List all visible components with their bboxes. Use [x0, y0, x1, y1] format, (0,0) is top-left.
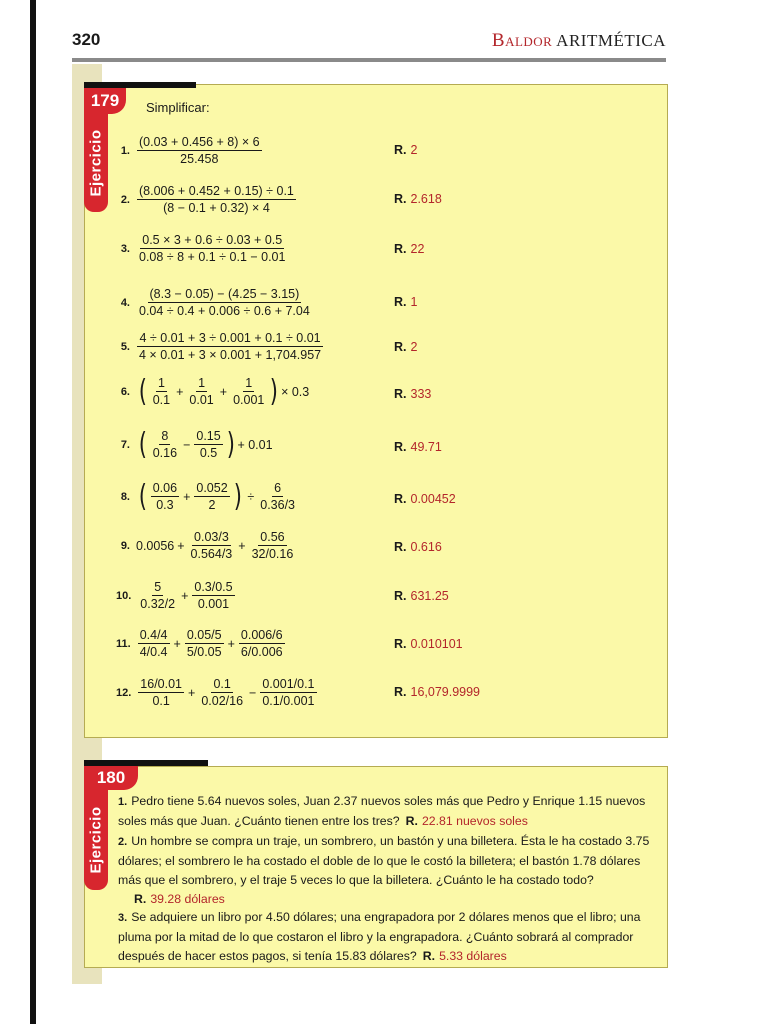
operator: ÷ [247, 489, 255, 504]
problem-7 [116, 426, 273, 462]
running-head [492, 30, 666, 52]
numerator: (8.006 + 0.452 + 0.15) ÷ 0.1 [139, 184, 294, 198]
fraction [185, 628, 224, 659]
numerator: 0.001/0.1 [262, 677, 315, 691]
header-rule [72, 58, 666, 62]
denominator: 0.564/3 [190, 547, 233, 561]
word-problem-2 [118, 832, 660, 909]
exercise-prompt: Simplificar: [146, 100, 210, 115]
operator: + [176, 384, 184, 399]
answer-value: 39.28 dólares [150, 892, 225, 906]
denominator: 5/0.05 [186, 645, 222, 659]
problem-4 [116, 287, 313, 318]
numerator: (8.3 − 0.05) − (4.25 − 3.15) [149, 287, 300, 301]
answer-label: R. [405, 814, 418, 828]
expression-lead: 0.0056 [136, 538, 175, 553]
denominator: 0.36/3 [260, 498, 296, 512]
answer-label: R. [394, 492, 407, 506]
denominator: 0.08 ÷ 8 + 0.1 ÷ 0.1 − 0.01 [139, 250, 286, 264]
operator: − [249, 685, 257, 700]
expression-tail: × 0.3 [281, 384, 310, 399]
answer-label: R. [394, 143, 407, 157]
scan-edge [30, 0, 36, 1024]
numerator: 0.052 [196, 481, 228, 495]
problem-2 [116, 184, 297, 215]
operator: + [188, 685, 196, 700]
answer-5 [394, 340, 417, 354]
numerator: 0.15 [196, 429, 221, 443]
numerator: 0.56 [260, 530, 285, 544]
fraction [151, 481, 179, 512]
answer-value: 333 [410, 387, 432, 401]
left-paren: ( [138, 426, 147, 462]
problem-number: 11. [116, 637, 131, 650]
ejercicio-label: Ejercicio [87, 806, 105, 874]
problem-1 [116, 135, 263, 166]
denominator: 0.1/0.001 [262, 694, 315, 708]
answer-label: R. [394, 540, 407, 554]
denominator: 0.32/2 [140, 597, 176, 611]
fraction [192, 580, 234, 611]
answer-label: R. [134, 892, 147, 906]
answer-1 [394, 143, 417, 157]
denominator: 6/0.006 [240, 645, 283, 659]
fraction [138, 580, 177, 611]
fraction [137, 331, 323, 362]
answer-9 [394, 540, 442, 554]
numerator: 0.5 × 3 + 0.6 ÷ 0.03 + 0.5 [142, 233, 283, 247]
answer-7 [394, 440, 442, 454]
ejercicio-tab [84, 114, 108, 212]
numerator: 0.1 [213, 677, 231, 691]
fraction [194, 481, 229, 512]
answer-value: 631.25 [410, 589, 449, 603]
fraction [151, 376, 172, 407]
answer-value: 0.00452 [410, 492, 456, 506]
denominator: 4/0.4 [139, 645, 168, 659]
problem-number: 2. [118, 836, 128, 848]
answer-label: R. [394, 387, 407, 401]
numerator: 0.06 [152, 481, 178, 495]
left-paren: ( [138, 373, 147, 409]
problem-12 [116, 677, 318, 708]
answer-value: 0.616 [410, 540, 442, 554]
answer-label: R. [394, 589, 407, 603]
denominator: 0.01 [189, 393, 214, 407]
problem-number: 1. [120, 144, 130, 157]
fraction [137, 184, 296, 215]
numerator: 5 [154, 580, 162, 594]
problem-number: 4. [120, 296, 130, 309]
numerator: 0.4/4 [139, 628, 168, 642]
numerator: 16/0.01 [140, 677, 183, 691]
answer-label: R. [394, 192, 407, 206]
fraction [137, 233, 287, 264]
problem-number: 12. [116, 686, 132, 699]
answer-value: 0.010101 [410, 637, 463, 651]
operator: + [227, 636, 235, 651]
answer-4 [394, 295, 417, 309]
fraction [138, 628, 170, 659]
fraction [138, 677, 184, 708]
fraction [194, 429, 222, 460]
fraction [137, 135, 262, 166]
operator: + [173, 636, 181, 651]
operator: + [177, 538, 185, 553]
operator: + [181, 588, 189, 603]
exercise-number-badge: 179 [84, 88, 126, 114]
fraction [151, 429, 179, 460]
fraction [199, 677, 245, 708]
book-title: ARITMÉTICA [556, 31, 666, 50]
problem-3 [116, 233, 288, 264]
denominator: 0.02/16 [201, 694, 244, 708]
fraction [137, 287, 312, 318]
fraction [189, 530, 235, 561]
problem-number: 10. [116, 589, 132, 602]
numerator: 0.05/5 [186, 628, 222, 642]
numerator: 8 [161, 429, 169, 443]
problem-number: 3. [120, 242, 130, 255]
numerator: 1 [245, 376, 253, 390]
brand-name: Baldor [491, 30, 553, 51]
numerator: (0.03 + 0.456 + 8) × 6 [139, 135, 260, 149]
problem-number: 1. [118, 796, 128, 808]
numerator: 0.006/6 [240, 628, 283, 642]
answer-8 [394, 492, 456, 506]
answer-label: R. [394, 340, 407, 354]
answer-label: R. [394, 242, 407, 256]
operator: − [183, 437, 191, 452]
problem-text: Se adquiere un libro por 4.50 dólares; una engrapadora por 2 dólares menos que el libro; una pluma por la mitad de lo que costaron el libro y la engrapadora. ¿Cuánto sobrará al comprador después de hacer estos pagos, si tenía 15.83 dólares? [118, 910, 641, 963]
expression-tail: + 0.01 [237, 437, 273, 452]
denominator: (8 − 0.1 + 0.32) × 4 [163, 201, 270, 215]
right-paren: ) [226, 426, 235, 462]
problem-number: 2. [120, 193, 130, 206]
word-problem-1 [118, 792, 660, 831]
answer-label: R. [394, 440, 407, 454]
answer-value: 22 [410, 242, 425, 256]
ejercicio-tab [84, 790, 108, 890]
numerator: 1 [198, 376, 206, 390]
problem-number: 6. [120, 385, 130, 398]
problem-6 [116, 373, 310, 409]
word-problem-3 [118, 908, 660, 966]
numerator: 6 [274, 481, 282, 495]
denominator: 0.5 [199, 446, 218, 460]
answer-label: R. [394, 637, 407, 651]
left-paren: ( [138, 478, 147, 514]
denominator: 0.04 ÷ 0.4 + 0.006 ÷ 0.6 + 7.04 [139, 304, 310, 318]
denominator: 0.001 [197, 597, 230, 611]
answer-6 [394, 387, 431, 401]
denominator: 2 [208, 498, 216, 512]
answer-value: 22.81 nuevos soles [421, 814, 528, 828]
numerator: 0.3/0.5 [194, 580, 233, 594]
problem-text: Pedro tiene 5.64 nuevos soles, Juan 2.37 nuevos soles más que Pedro y Enrique 1.15 nuevos soles más que Juan. ¿Cuánto tienen entre los tres? [118, 794, 646, 828]
operator: + [219, 384, 228, 399]
answer-label: R. [394, 685, 407, 699]
fraction [260, 677, 316, 708]
right-paren: ) [270, 373, 279, 409]
answer-value: 49.71 [410, 440, 442, 454]
answer-2 [394, 192, 442, 206]
problem-number: 7. [120, 438, 130, 451]
problem-10 [116, 580, 236, 611]
problem-number: 3. [118, 912, 128, 924]
denominator: 0.16 [152, 446, 178, 460]
answer-value: 16,079.9999 [410, 685, 481, 699]
denominator: 25.458 [180, 152, 219, 166]
problem-9 [116, 530, 296, 561]
answer-value: 1 [410, 295, 418, 309]
problem-8 [116, 478, 298, 514]
problem-5 [116, 331, 324, 362]
answer-3 [394, 242, 424, 256]
answer-10 [394, 589, 449, 603]
answer-12 [394, 685, 480, 699]
answer-value: 2.618 [410, 192, 442, 206]
problem-number: 9. [120, 539, 130, 552]
problem-number: 8. [120, 490, 130, 503]
answer-label: R. [422, 949, 436, 963]
denominator: 0.3 [156, 498, 174, 512]
operator: + [183, 489, 191, 504]
denominator: 0.1 [152, 393, 171, 407]
fraction [239, 628, 285, 659]
answer-11 [394, 637, 463, 651]
numerator: 4 ÷ 0.01 + 3 ÷ 0.001 + 0.1 ÷ 0.01 [139, 331, 321, 345]
page-number: 320 [72, 30, 101, 49]
problem-11 [116, 628, 286, 659]
answer-value: 2 [410, 143, 418, 157]
denominator: 0.1 [152, 694, 170, 708]
operator: + [238, 538, 246, 553]
denominator: 0.001 [233, 393, 265, 407]
fraction [258, 481, 297, 512]
denominator: 4 × 0.01 + 3 × 0.001 + 1,704.957 [139, 348, 322, 362]
denominator: 32/0.16 [251, 547, 294, 561]
problem-text: Un hombre se compra un traje, un sombrero, un bastón y una billetera. Ésta le ha costado 3.75 dólares; el sombrero le ha costado el doble de lo que le costó la billetera; el bastón 1.78 dólares más que el sombrero, y el traje 5 veces lo que la billetera. ¿Cuánto le ha costado todo? [118, 834, 650, 887]
fraction [187, 376, 215, 407]
numerator: 0.03/3 [194, 530, 229, 544]
problem-number: 5. [120, 340, 130, 353]
fraction [231, 376, 266, 407]
answer-value: 5.33 dólares [439, 949, 507, 963]
exercise-number-badge: 180 [84, 766, 138, 790]
answer-label: R. [394, 295, 407, 309]
ejercicio-label: Ejercicio [87, 129, 105, 197]
right-paren: ) [233, 478, 242, 514]
numerator: 1 [157, 376, 165, 390]
fraction [250, 530, 296, 561]
answer-value: 2 [410, 340, 418, 354]
